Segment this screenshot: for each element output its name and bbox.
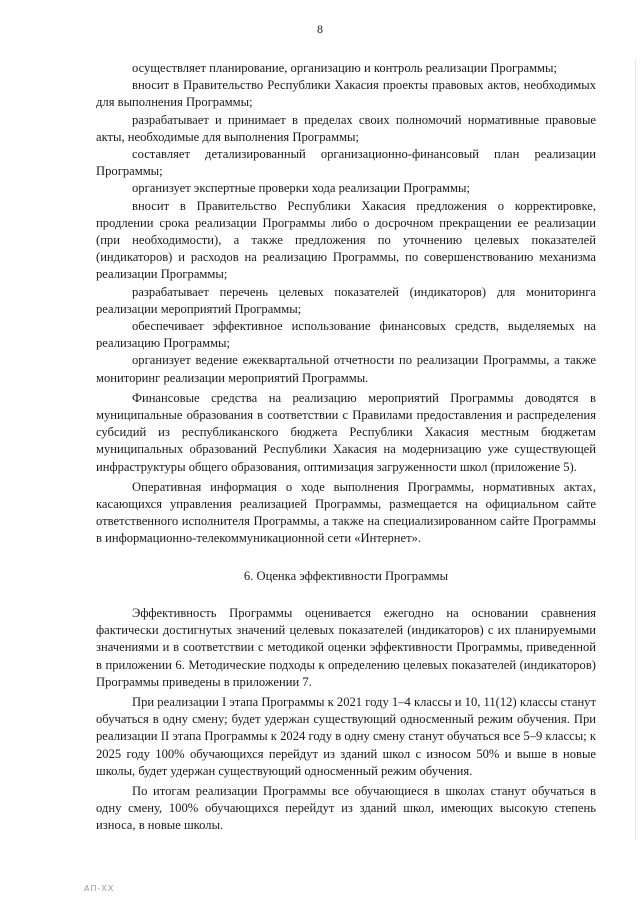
paragraph: организует экспертные проверки хода реализации Программы;: [132, 181, 470, 196]
paragraph: обеспечивает эффективное использование финансовых средств, выделяемых на реализацию Программы;: [96, 319, 596, 351]
footer-mark: АП-ХХ: [84, 884, 115, 893]
section-paragraph: При реализации I этапа Программы к 2021 году 1–4 классы и 10, 11(12) классы станут обучаться в одну смену; будет удержан существующий односменный режим обучения. При реализации II этапа Программы к 2024 году в одну смену станут обучаться все 5–9 классы; к 2025 году 100% обучающихся перейдут из зданий школ с износом 50% и выше в новые школы, будет удержан существующий односменный режим обучения.: [96, 694, 596, 778]
paragraph: вносит в Правительство Республики Хакасия предложения о корректировке, продлении срока реализации Программы либо о досрочном прекращении ее реализации (при необходимости), а также предложения по уточнению целевых показателей (индикаторов) и расходов на реализацию Программы, по совершенствованию механизма реализации Программы;: [96, 198, 596, 282]
paragraph: Оперативная информация о ходе выполнения Программы, нормативных актах, касающихся управления реализацией Программы, размещается на официальном сайте ответственного исполнителя Программы, а также на специализированном сайте Программы в информационно-телекоммуникационной сети «Интернет».: [96, 479, 596, 546]
paragraph: вносит в Правительство Республики Хакасия проекты правовых актов, необходимых для выполнения Программы;: [96, 78, 596, 110]
scan-edge-marks: [633, 60, 636, 840]
paragraph: организует ведение ежеквартальной отчетности по реализации Программы, а также мониторинг реализации мероприятий Программы.: [96, 353, 596, 385]
section-title: 6. Оценка эффективности Программы: [243, 568, 449, 583]
body-text: [96, 60, 596, 835]
page-number: 8: [317, 22, 323, 36]
section-paragraph: Эффективность Программы оценивается ежегодно на основании сравнения фактически достигнутых значений целевых показателей (индикаторов) с их планируемыми значениями и в соответствии с методикой оценки эффективности Программы, приведенной в приложении 6. Методические подходы к определению целевых показателей (индикаторов) Программы приведены в приложении 7.: [96, 605, 596, 689]
paragraph: осуществляет планирование, организацию и контроль реализации Программы;: [132, 61, 557, 75]
section-paragraph: По итогам реализации Программы все обучающиеся в школах станут обучаться в одну смену, 100% обучающихся перейдут из зданий школ, имеющих высокую степень износа, в новые школы.: [96, 783, 596, 833]
paragraph: составляет детализированный организационно-финансовый план реализации Программы;: [96, 147, 596, 179]
paragraph: разрабатывает перечень целевых показателей (индикаторов) для мониторинга реализации мероприятий Программы;: [96, 284, 596, 316]
paragraph: разрабатывает и принимает в пределах своих полномочий нормативные правовые акты, необходимые для выполнения Программы;: [96, 112, 596, 144]
paragraph: Финансовые средства на реализацию мероприятий Программы доводятся в муниципальные образования в соответствии с Правилами предоставления и распределения субсидий из республиканского бюджета Республики Хакасия местным бюджетам муниципальных образований Республики Хакасия на модернизацию уже существующей инфраструктуры общего образования, оптимизация загруженности школ (приложение 5).: [96, 390, 596, 474]
